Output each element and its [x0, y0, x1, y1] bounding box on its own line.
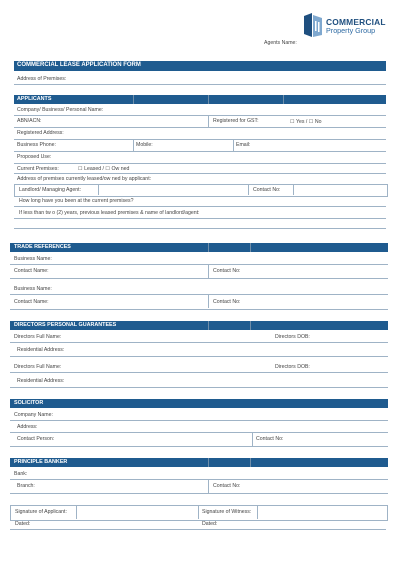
bank-label: Bank:: [14, 471, 28, 477]
director-full-name-2-label: Directors Full Name:: [14, 364, 62, 370]
company-logo: [302, 13, 386, 37]
dated-1-label: Dated:: [15, 521, 31, 527]
landlord-label: Landlord/ Managing Agent:: [19, 187, 82, 193]
director-dob-1-label: Directors DOB:: [275, 334, 310, 340]
company-name-label: Company/ Business/ Personal Name:: [17, 107, 104, 113]
gst-label: Registered for GST:: [213, 118, 259, 124]
solicitor-heading: SOLICITOR: [14, 400, 44, 406]
trade-references-heading: TRADE REFERENCES: [14, 244, 71, 250]
business-phone-label: Business Phone:: [17, 142, 56, 148]
dated-2-label: Dated:: [202, 521, 218, 527]
banker-heading: PRINCIPLE BANKER: [14, 459, 68, 465]
form-title: COMMERCIAL LEASE APPLICATION FORM: [17, 62, 141, 68]
applicant-signature-label: Signature of Applicant:: [15, 509, 67, 515]
director-dob-2-label: Directors DOB:: [275, 364, 310, 370]
solicitor-contact-person-label: Contact Person:: [17, 436, 55, 442]
trade-contact-no-1-label: Contact No:: [213, 268, 241, 274]
logo-text-secondary: Property Group: [326, 26, 376, 35]
trade-business-name-2-label: Business Name:: [14, 286, 52, 292]
building-logo-icon: [302, 13, 324, 37]
current-premises-options[interactable]: ☐ Leased / ☐ Ow ned: [78, 166, 130, 172]
witness-signature-label: Signature of Witness:: [202, 509, 252, 515]
applicants-heading: APPLICANTS: [17, 96, 52, 102]
gst-options[interactable]: ☐ Yes / ☐ No: [290, 119, 322, 125]
mobile-label: Mobile:: [136, 142, 153, 148]
director-residential-1-label: Residential Address:: [17, 347, 65, 353]
branch-label: Branch:: [17, 483, 35, 489]
solicitor-contact-no-label: Contact No:: [256, 436, 284, 442]
banker-contact-no-label: Contact No:: [213, 483, 241, 489]
trade-business-name-1-label: Business Name:: [14, 256, 52, 262]
trade-contact-name-2-label: Contact Name:: [14, 299, 49, 305]
current-premises-label: Current Premises:: [17, 166, 59, 172]
solicitor-heading-bar: [10, 399, 388, 408]
proposed-use-label: Proposed Use:: [17, 154, 52, 160]
director-residential-2-label: Residential Address:: [17, 378, 65, 384]
director-full-name-1-label: Directors Full Name:: [14, 334, 62, 340]
landlord-contact-no-label: Contact No:: [253, 187, 281, 193]
agent-name-label: Agents Name:: [264, 40, 297, 46]
trade-contact-name-1-label: Contact Name:: [14, 268, 49, 274]
logo-text-primary: COMMERCIAL: [326, 17, 386, 27]
abn-label: ABN/ACN:: [17, 118, 42, 124]
address-of-premises-label: Address of Premises:: [17, 76, 67, 82]
directors-heading: DIRECTORS PERSONAL GUARANTEES: [14, 322, 117, 328]
email-label: Email:: [236, 142, 251, 148]
applicants-heading-bar: [14, 95, 386, 104]
registered-address-label: Registered Address:: [17, 130, 64, 136]
address-current-premises-label: Address of premises currently leased/ow ned by applicant:: [17, 176, 152, 182]
solicitor-company-name-label: Company Name:: [14, 412, 53, 418]
trade-contact-no-2-label: Contact No:: [213, 299, 241, 305]
how-long-label: How long have you been at the current premises?: [19, 198, 134, 204]
if-less-than-two-years-label: If less than tw o (2) years, previous leased premises & name of landlord/agent:: [19, 210, 200, 216]
solicitor-address-label: Address:: [17, 424, 38, 430]
